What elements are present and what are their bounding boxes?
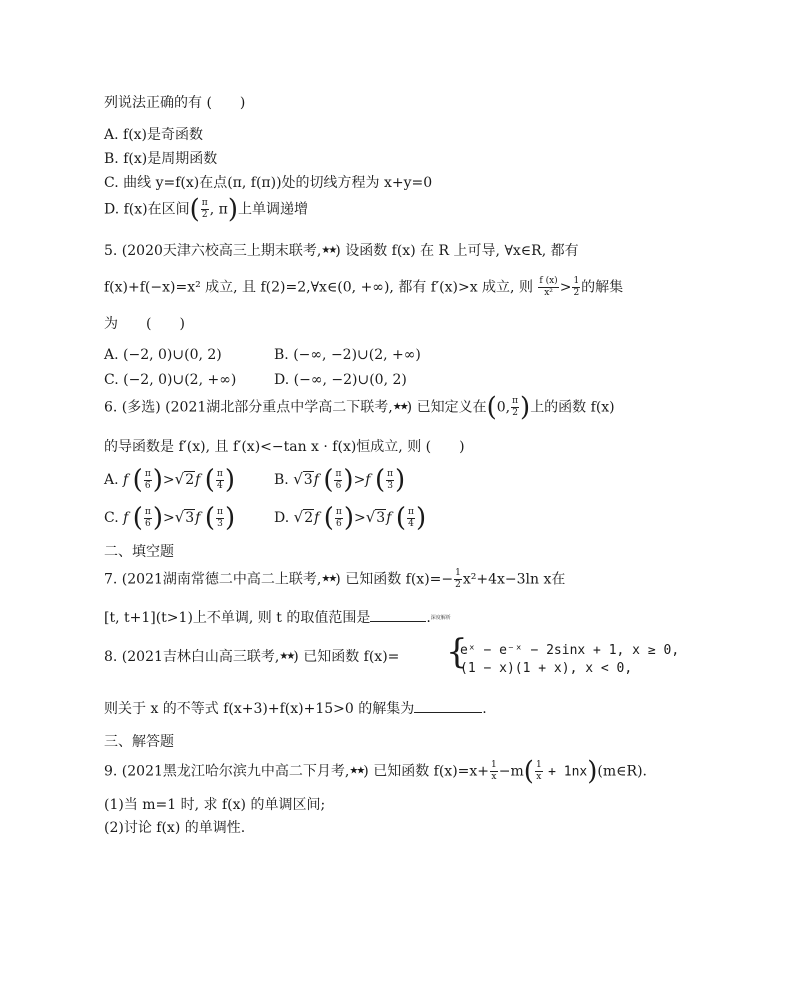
q7-answer-blank[interactable] bbox=[370, 609, 426, 622]
q4-option-d: D. f(x)在区间( $\frac{\pi}{2}$ , π)上单调递增 bbox=[104, 194, 308, 225]
q6-option-c: C. f ( $\frac{\pi}{6}$ )>√3f ( $\frac{\pi}{3}$ ) bbox=[104, 503, 236, 533]
difficulty-stars-icon: ★★ bbox=[321, 245, 336, 256]
difficulty-stars-icon: ★★ bbox=[392, 401, 407, 413]
q8-inequality: 则关于 x 的不等式 f(x+3)+f(x)+15>0 的解集为 . bbox=[104, 701, 487, 717]
q4-option-d-fraction: $\frac{\pi}{2}$ bbox=[201, 198, 208, 220]
difficulty-stars-icon: ★★ bbox=[279, 651, 294, 662]
q8-head: 8. (2021吉林白山高三联考,★★) 已知函数 f(x)= bbox=[104, 649, 400, 665]
q5-answer-stub: 为 ( ) bbox=[104, 316, 185, 332]
q4-option-d-tail: 上单调递增 bbox=[237, 201, 308, 218]
q5-option-b: B. (−∞, −2)∪(2, +∞) bbox=[274, 347, 421, 363]
q9-subquestion-2: (2)讨论 f(x) 的单调性. bbox=[104, 820, 246, 836]
q6-option-a: A. f ( $\frac{\pi}{6}$ )>√2f ( $\frac{\pi}{4}$ ) bbox=[104, 465, 235, 495]
q9-head: 9. (2021黑龙江哈尔滨九中高二下月考,★★) 已知函数 f(x)=x+ $\frac{1}{x}$ −m( $\frac{1}{x}$ + 1nx)(m∈R). bbox=[104, 756, 647, 787]
q9-fraction-1-over-x: $\frac{1}{x}$ bbox=[491, 760, 497, 782]
q8-answer-blank[interactable] bbox=[414, 700, 482, 713]
section-fill-in-heading: 二、填空题 bbox=[104, 544, 174, 560]
q9-subquestion-1: (1)当 m=1 时, 求 f(x) 的单调区间; bbox=[104, 797, 326, 813]
q4-option-d-prefix: D. f(x)在区间 bbox=[104, 201, 190, 218]
q4-option-b: B. f(x)是周期函数 bbox=[104, 151, 218, 167]
q5-fraction-fx-over-x2: $\frac{f (x)}{\text{x²}}$ bbox=[539, 276, 558, 298]
question-intro: 列说法正确的有 ( ) bbox=[104, 95, 246, 111]
q8-piece-2: (1 − x)(1 + x), x < 0, bbox=[460, 661, 633, 676]
q8-piece-1: eˣ − e⁻ˣ − 2sinx + 1, x ≥ 0, bbox=[460, 643, 680, 658]
q6-head: 6. (多选) (2021湖北部分重点中学高二下联考,★★) 已知定义在(0, $\frac{\pi}{2}$ )上的函数 f(x) bbox=[104, 392, 615, 423]
q5-head: 5. (2020天津六校高三上期末联考,★★) 设函数 f(x) 在 R 上可导, ∀x∈R, 都有 bbox=[104, 243, 579, 259]
deep-analysis-tag: 深度解析 bbox=[430, 615, 451, 621]
difficulty-stars-icon: ★★ bbox=[349, 765, 364, 777]
q5-option-c: C. (−2, 0)∪(2, +∞) bbox=[104, 372, 237, 388]
q7-fraction-half: $\frac{1}{2}$ bbox=[455, 568, 461, 590]
difficulty-stars-icon: ★★ bbox=[321, 573, 336, 585]
piecewise-brace: { bbox=[446, 632, 468, 672]
q7-head: 7. (2021湖南常德二中高二上联考,★★) 已知函数 f(x)=− $\frac{1}{2}$ x²+4x−3ln x在 bbox=[104, 568, 566, 590]
q5-option-a: A. (−2, 0)∪(0, 2) bbox=[104, 347, 222, 363]
q5-condition: f(x)+f(−x)=x² 成立, 且 f(2)=2,∀x∈(0, +∞), 都有 f′(x)>x 成立, 则 $\frac{f (x)}{\text{x²}}$ > $\frac{1}{2}$ 的解集 bbox=[104, 276, 624, 298]
section-solution-heading: 三、解答题 bbox=[104, 734, 174, 750]
q5-fraction-half: $\frac{1}{2}$ bbox=[573, 276, 580, 298]
q6-option-b: B. √3f ( $\frac{\pi}{6}$ )>f ( $\frac{\pi}{3}$ ) bbox=[274, 465, 406, 495]
q5-option-d: D. (−∞, −2)∪(0, 2) bbox=[274, 372, 407, 388]
q4-option-c: C. 曲线 y=f(x)在点(π, f(π))处的切线方程为 x+y=0 bbox=[104, 175, 433, 191]
q6-option-d: D. √2f ( $\frac{\pi}{6}$ )>√3f ( $\frac{\pi}{4}$ ) bbox=[274, 503, 427, 533]
q8-piecewise bbox=[446, 632, 686, 680]
q4-option-a: A. f(x)是奇函数 bbox=[104, 127, 204, 143]
q6-interval-fraction: $\frac{\pi}{2}$ bbox=[512, 396, 519, 418]
q7-condition: [t, t+1](t>1)上不单调, 则 t 的取值范围是 .深度解析 bbox=[104, 610, 451, 626]
q6-condition: 的导函数是 f′(x), 且 f′(x)<−tan x · f(x)恒成立, 则 ( ) bbox=[104, 439, 465, 455]
